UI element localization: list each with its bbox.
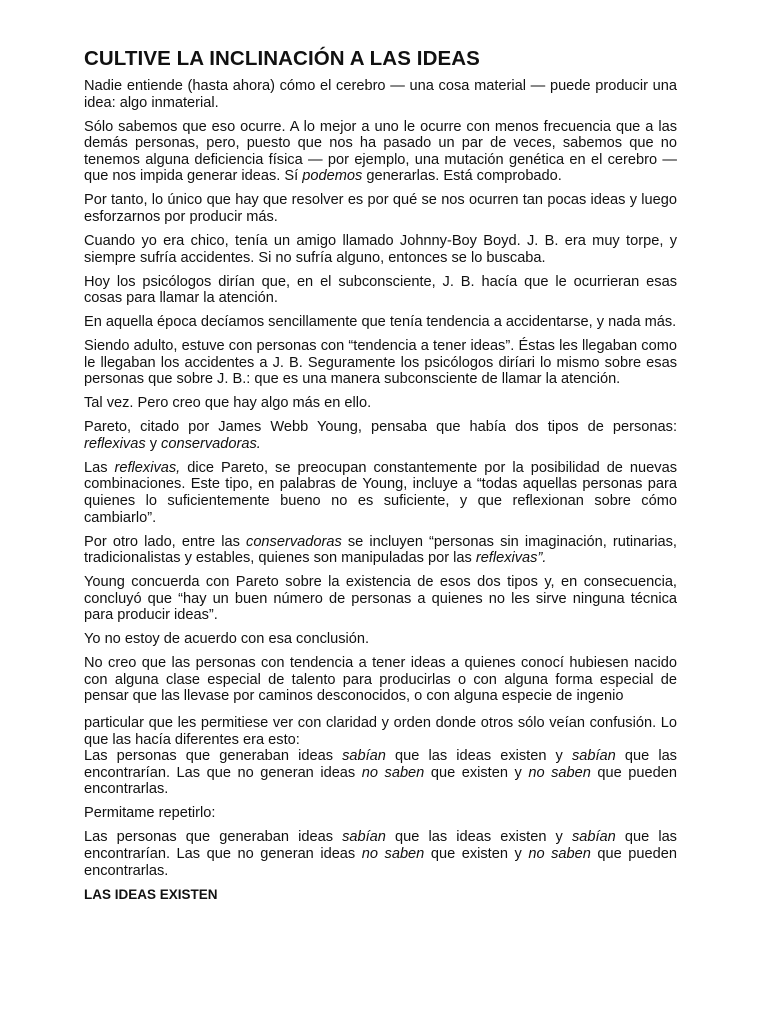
paragraph: [84, 119, 677, 185]
paragraph: [84, 574, 677, 624]
italic-text: no saben: [361, 764, 425, 781]
italic-text: podemos: [302, 168, 363, 185]
text-run: que pueden encontrarlas.: [84, 764, 677, 798]
paragraph: [84, 233, 677, 266]
text-run: que las ideas existen y: [385, 829, 572, 846]
text-run: Por otro lado, entre las: [84, 533, 247, 550]
text-run: Pareto, citado por James Webb Young, pensaba que había dos tipos de personas:: [84, 419, 677, 436]
text-run: En aquella época decíamos sencillamente que tenía tendencia a accidentarse, y nada más.: [84, 314, 677, 331]
text-run: Tal vez. Pero creo que hay algo más en ello.: [84, 395, 372, 412]
italic-text: reflexivas,: [114, 459, 181, 476]
italic-text: no saben: [361, 846, 425, 863]
text-run: Las: [84, 459, 115, 476]
paragraph: [84, 274, 677, 307]
text-run: Siendo adulto, estuve con personas con “tendencia a tener ideas”. Éstas les llegaban como le llegaban los accidentes a J. B. Seguramente los psicólogos diríari lo mismo sobre esas personas que sobre J. B.: que es una manera subconsciente de llamar la atención.: [84, 338, 677, 388]
italic-text: no saben: [528, 764, 591, 781]
italic-text: conservadoras.: [161, 435, 261, 452]
text-run: Por tanto, lo único que hay que resolver es por qué se nos ocurren tan pocas ideas y luego esforzarnos por producir más.: [84, 192, 677, 225]
paragraph: [84, 338, 677, 388]
text-run: que las encontrarían. Las que no generan ideas: [84, 748, 677, 781]
paragraph: [84, 805, 677, 822]
paragraph: [84, 314, 677, 331]
text-run: Las personas que generaban ideas: [84, 829, 343, 846]
text-run: que existen y: [424, 846, 529, 863]
paragraph: [84, 419, 677, 452]
paragraph: [84, 460, 677, 526]
text-run: que las ideas existen y: [385, 748, 572, 765]
text-run: que pueden encontrarlas.: [84, 846, 677, 879]
text-run: Hoy los psicólogos dirían que, en el subconsciente, J. B. hacía que le ocurrieran esas cosas para llamar la atención.: [84, 273, 677, 307]
paragraph: [84, 829, 677, 879]
italic-text: reflexivas”.: [475, 550, 547, 567]
text-run: Young concuerda con Pareto sobre la existencia de esos dos tipos y, en consecuencia, concluyó que “hay un buen número de personas a quienes no les sirve ninguna técnica para producir ideas”.: [84, 574, 677, 624]
text-run: Yo no estoy de acuerdo con esa conclusión.: [84, 631, 370, 648]
text-run: Las personas que generaban ideas: [84, 748, 343, 765]
paragraph: [84, 631, 677, 648]
italic-text: sabían: [571, 829, 616, 846]
paragraph: [84, 748, 677, 798]
text-run: generarlas. Está comprobado.: [362, 168, 562, 185]
italic-text: sabían: [342, 829, 386, 846]
section-heading: LAS IDEAS EXISTEN: [84, 887, 218, 903]
italic-text: no saben: [528, 846, 591, 863]
text-run: Nadie entiende (hasta ahora) cómo el cerebro — una cosa material — puede producir una idea: algo inmaterial.: [84, 78, 677, 111]
italic-text: reflexivas: [84, 435, 146, 452]
text-run: que existen y: [424, 764, 529, 781]
paragraph: [84, 78, 677, 111]
document-page: [84, 46, 677, 903]
text-run: Permitame repetirlo:: [84, 805, 216, 822]
italic-text: sabían: [571, 748, 616, 765]
text-run: Sólo sabemos que eso ocurre. A lo mejor a uno le ocurre con menos frecuencia que a las demás personas, pero, puesto que nos ha pasado un par de veces, sabemos que no tenemos alguna deficiencia física — por ejemplo, una mutación genética en el cerebro — que nos impida generar ideas. Sí: [84, 118, 677, 185]
paragraph: [84, 192, 677, 225]
document-body: [84, 78, 677, 879]
paragraph: [84, 715, 677, 748]
text-run: Cuando yo era chico, tenía un amigo llamado Johnny-Boy Boyd. J. B. era muy torpe, y siempre sufría accidentes. Si no sufría alguno, entonces se lo buscaba.: [84, 232, 677, 266]
paragraph: [84, 395, 677, 412]
text-run: dice Pareto, se preocupan constantemente por la posibilidad de nuevas combinaciones. Este tipo, en palabras de Young, incluye a “todas aquellas personas para quienes lo suficientemente bueno no es suficiente, y que reflexionan sobre cómo cambiarlo”.: [84, 459, 677, 526]
text-run: que las encontrarían. Las que no generan ideas: [84, 829, 677, 863]
italic-text: sabían: [342, 748, 386, 765]
text-run: se incluyen “personas sin imaginación, rutinarias, tradicionalistas y estables, quienes son manipuladas por las: [84, 533, 677, 567]
text-run: No creo que las personas con tendencia a tener ideas a quienes conocí hubiesen nacido con alguna clase especial de talento para producirlas o con alguna forma especial de pensar que las llevase por caminos desconocidos, o con alguna especie de ingenio: [84, 655, 677, 705]
paragraph: [84, 655, 677, 705]
document-title: CULTIVE LA INCLINACIÓN A LAS IDEAS: [84, 47, 480, 70]
text-run: particular que les permitiese ver con claridad y orden donde otros sólo veían confusión. Lo que las hacía diferentes era esto:: [84, 715, 677, 748]
paragraph: [84, 534, 677, 567]
text-run: y: [145, 435, 162, 452]
italic-text: conservadoras: [246, 533, 342, 550]
